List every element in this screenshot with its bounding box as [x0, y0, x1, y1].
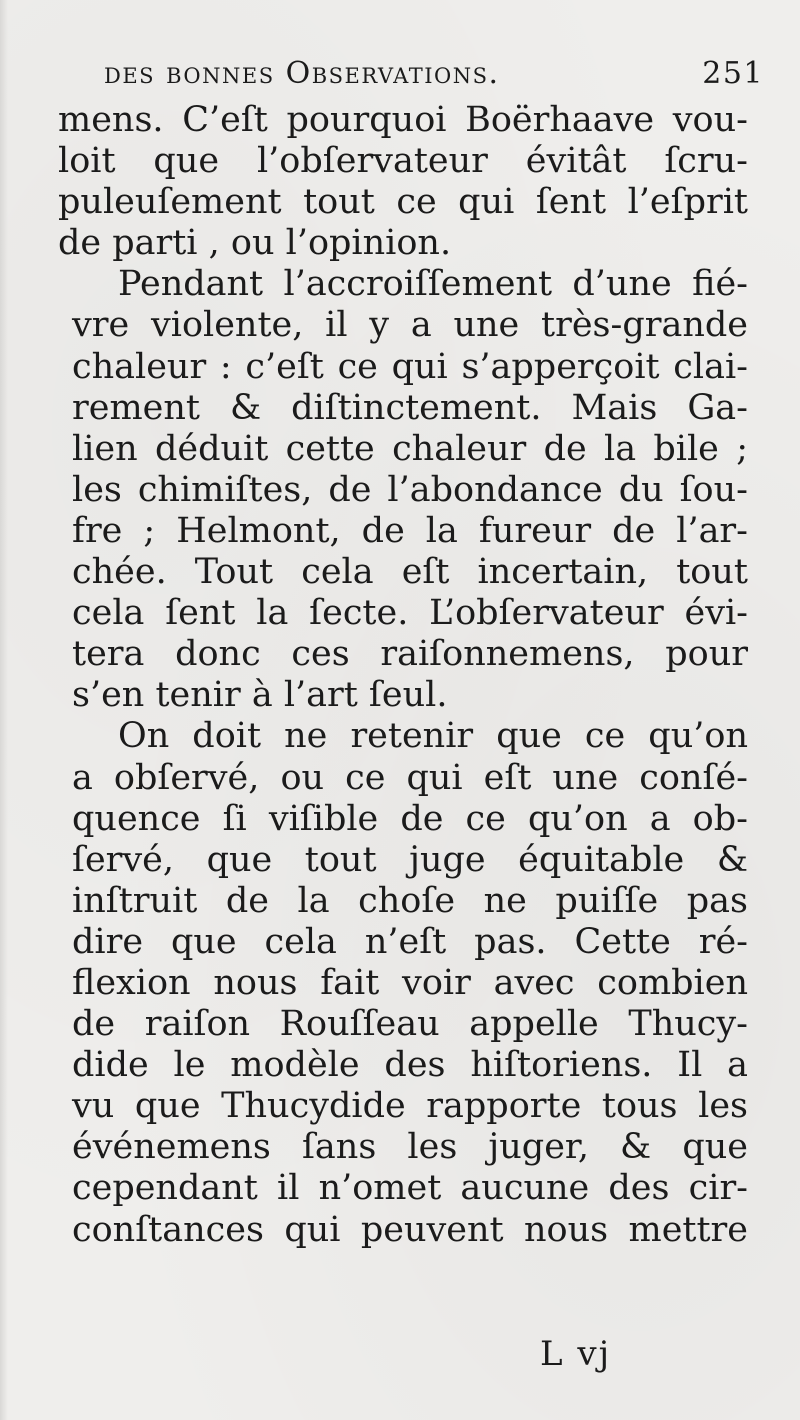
text-line: chaleur : c’eſt ce qui s’apperçoit clai-	[72, 346, 748, 387]
text-line: vre violente, il y a une très-grande	[72, 305, 748, 346]
text-line: de parti , ou l’opinion.	[58, 223, 452, 264]
running-header	[104, 52, 764, 96]
text-line: dire que cela n’eſt pas. Cette ré-	[72, 921, 748, 962]
text-line: chée. Tout cela eſt incertain, tout	[72, 552, 748, 593]
signature-mark: L vj	[540, 1334, 612, 1374]
text-line: rement & diſtinctement. Mais Ga-	[72, 387, 748, 428]
body-text	[58, 100, 748, 1251]
text-line: cela ſent la ſecte. L’obſervateur évi-	[72, 593, 748, 634]
text-line: Pendant l’accroiſſement d’une fié-	[118, 264, 748, 305]
text-line: mens. C’eſt pourquoi Boërhaave vou-	[58, 100, 748, 140]
page-edge-shadow	[0, 0, 8, 1420]
text-line: puleuſement tout ce qui ſent l’eſprit	[58, 182, 748, 223]
text-line: conſtances qui peuvent nous mettre	[72, 1209, 748, 1250]
text-line: flexion nous fait voir avec combien	[72, 962, 748, 1003]
text-line: inſtruit de la choſe ne puiſſe pas	[72, 880, 748, 921]
running-title: des bonnes Observations.	[104, 56, 500, 91]
text-line: les chimiſtes, de l’abondance du ſou-	[72, 469, 748, 510]
page-number: 251	[702, 56, 764, 91]
text-line: tera donc ces raiſonnemens, pour	[72, 634, 748, 675]
text-line: s’en tenir à l’art ſeul.	[72, 675, 448, 716]
text-line: dide le modèle des hiſtoriens. Il a	[72, 1045, 748, 1086]
text-line: quence ſi viſible de ce qu’on a ob-	[72, 798, 748, 839]
text-line: cependant il n’omet aucune des cir-	[72, 1168, 748, 1209]
text-line: de raiſon Rouſſeau appelle Thucy-	[72, 1004, 748, 1045]
text-line: a obſervé, ou ce qui eſt une conſé-	[72, 757, 748, 798]
text-line: fre ; Helmont, de la fureur de l’ar-	[72, 510, 748, 551]
text-line: On doit ne retenir que ce qu’on	[118, 716, 748, 757]
text-line: loit que l’obſervateur évitât ſcru-	[58, 141, 748, 182]
text-line: ſervé, que tout juge équitable &	[72, 839, 748, 880]
text-line: événemens ſans les juger, & que	[72, 1127, 748, 1168]
text-line: lien déduit cette chaleur de la bile ;	[72, 428, 748, 469]
text-line: vu que Thucydide rapporte tous les	[72, 1086, 748, 1127]
